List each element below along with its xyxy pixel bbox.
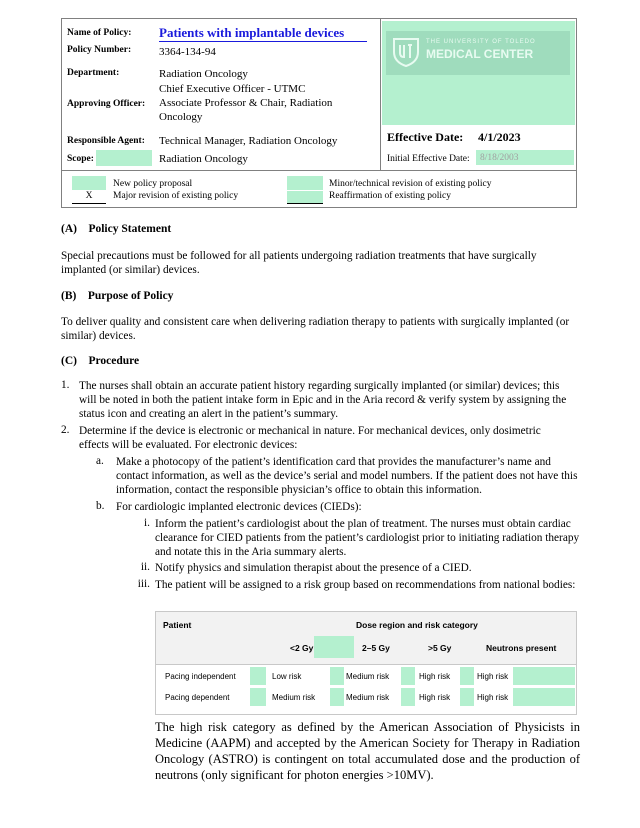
responsible-agent-label: Responsible Agent: bbox=[67, 136, 145, 146]
risk-cell-fill bbox=[460, 688, 474, 706]
risk-cell-fill bbox=[330, 688, 344, 706]
checkbox-major-revision[interactable]: X bbox=[72, 191, 106, 204]
procedure-step-1: The nurses shall obtain an accurate patient history regarding surgically implanted (or similar) devices; this will be noted in both the patient intake form in Epic and in the Aria record & verify system by assigning the status icon and creating an alert in the patient’s summary. bbox=[79, 380, 567, 420]
logo-text-big: MEDICAL CENTER bbox=[426, 47, 534, 61]
risk-cell: Medium risk bbox=[272, 693, 316, 702]
shield-logo-icon bbox=[392, 36, 420, 68]
list-roman: iii. bbox=[137, 578, 150, 590]
risk-cell: High risk bbox=[477, 693, 509, 702]
section-b-heading: (B) Purpose of Policy bbox=[61, 290, 174, 302]
policy-name-label: Name of Policy: bbox=[67, 28, 132, 38]
effective-date: 4/1/2023 bbox=[478, 130, 521, 144]
risk-cell: Low risk bbox=[272, 672, 302, 681]
responsible-agent: Technical Manager, Radiation Oncology bbox=[159, 135, 338, 147]
risk-cell: High risk bbox=[419, 693, 451, 702]
list-letter: a. bbox=[96, 455, 104, 467]
option-reaffirmation: Reaffirmation of existing policy bbox=[329, 191, 451, 201]
risk-cell-fill bbox=[513, 688, 575, 706]
risk-cell-fill bbox=[401, 667, 415, 685]
risk-cell: Medium risk bbox=[346, 672, 390, 681]
section-a-heading: (A) Policy Statement bbox=[61, 223, 172, 235]
risk-col-patient: Patient bbox=[163, 620, 192, 630]
list-letter: b. bbox=[96, 500, 105, 512]
procedure-step-2b: For cardiologic implanted electronic devices (CIEDs): bbox=[116, 501, 362, 513]
procedure-step-2b-i: Inform the patient’s cardiologist about the plan of treatment. The nurses must obtain cardiac clearance for CIED patients from the patient’s cardiologist prior to initiating radiation therapy and notate this in the Aria summary alerts. bbox=[155, 518, 580, 558]
risk-header-dose: >5 Gy bbox=[428, 643, 452, 653]
risk-cell: High risk bbox=[477, 672, 509, 681]
option-new-policy: New policy proposal bbox=[113, 179, 193, 189]
procedure-step-2b-ii: Notify physics and simulation therapist about the presence of a CIED. bbox=[155, 562, 472, 574]
closing-paragraph: The high risk category as defined by the American Association of Physicists in Medicine (AAPM) and accepted by the American Society for Therapy in Radiation Oncology (ASTRO) is contingent on total accumulated dose and the production of neutrons (only significant for photon energies >10MV). bbox=[155, 720, 580, 782]
policy-number-label: Policy Number: bbox=[67, 45, 132, 55]
option-minor-revision: Minor/technical revision of existing policy bbox=[329, 179, 492, 189]
checkbox-minor-revision[interactable] bbox=[287, 176, 323, 190]
section-c-heading: (C) Procedure bbox=[61, 355, 140, 367]
list-roman: ii. bbox=[140, 561, 150, 573]
policy-name: Patients with implantable devices bbox=[159, 25, 367, 42]
risk-cell: Medium risk bbox=[346, 693, 390, 702]
risk-cell-fill bbox=[250, 688, 266, 706]
section-b-text: To deliver quality and consistent care when delivering radiation therapy to patients with surgically implanted (or similar) devices. bbox=[61, 316, 570, 342]
medical-center-logo bbox=[386, 31, 570, 75]
risk-row-label: Pacing dependent bbox=[165, 693, 230, 702]
checkbox-new-policy[interactable] bbox=[72, 176, 106, 190]
procedure-step-2: Determine if the device is electronic or mechanical in nature. For mechanical devices, only dosimetric effects will be evaluated. For electronic devices: bbox=[79, 425, 541, 451]
policy-number: 3364-134-94 bbox=[159, 46, 216, 58]
logo-text-small: THE UNIVERSITY OF TOLEDO bbox=[426, 39, 536, 45]
scope-label: Scope: bbox=[67, 154, 94, 164]
procedure-step-2a: Make a photocopy of the patient’s identification card that provides the manufacturer’s name and contact information, as well as the device’s serial and model numbers. If the patient does not have this information, contact the responsible physician’s office to obtain this information. bbox=[116, 456, 578, 496]
logo-area bbox=[382, 21, 575, 125]
risk-header-dose: 2–5 Gy bbox=[362, 643, 390, 653]
list-roman: i. bbox=[144, 517, 150, 529]
effective-date-label: Effective Date: bbox=[387, 130, 464, 144]
risk-header-dose: Neutrons present bbox=[486, 643, 557, 653]
list-number: 2. bbox=[61, 424, 70, 436]
risk-row-label: Pacing independent bbox=[165, 672, 236, 681]
initial-effective-date-label: Initial Effective Date: bbox=[387, 154, 470, 164]
header-divider bbox=[62, 170, 576, 171]
approving-officer: Associate Professor & Chair, Radiation bbox=[159, 97, 333, 109]
option-major-revision: Major revision of existing policy bbox=[113, 191, 239, 201]
policy-header bbox=[61, 18, 577, 208]
department: Radiation Oncology bbox=[159, 68, 248, 80]
department-label: Department: bbox=[67, 68, 120, 78]
list-number: 1. bbox=[61, 379, 70, 391]
risk-cell: High risk bbox=[419, 672, 451, 681]
section-a-text: Special precautions must be followed for all patients undergoing radiation treatments that have surgically implanted (or similar) devices. bbox=[61, 250, 537, 276]
checkbox-reaffirmation[interactable] bbox=[287, 191, 323, 204]
procedure-step-2b-iii: The patient will be assigned to a risk group based on recommendations from national bodies: bbox=[155, 579, 576, 591]
approving-officer: Oncology bbox=[159, 111, 203, 123]
approving-officer-label: Approving Officer: bbox=[67, 99, 146, 109]
risk-col-group: Dose region and risk category bbox=[356, 620, 478, 630]
scope: Radiation Oncology bbox=[159, 153, 248, 165]
header-divider bbox=[380, 19, 381, 170]
risk-header-dose: <2 Gy bbox=[290, 643, 314, 653]
approving-officer: Chief Executive Officer - UTMC bbox=[159, 83, 306, 95]
risk-cell-fill bbox=[330, 667, 344, 685]
risk-cell-fill bbox=[250, 667, 266, 685]
initial-effective-date: 8/18/2003 bbox=[480, 153, 519, 163]
risk-cell-fill bbox=[513, 667, 575, 685]
scope-fill bbox=[96, 150, 152, 166]
risk-header-fill bbox=[314, 636, 354, 658]
risk-cell-fill bbox=[460, 667, 474, 685]
risk-cell-fill bbox=[401, 688, 415, 706]
risk-table bbox=[155, 611, 577, 715]
